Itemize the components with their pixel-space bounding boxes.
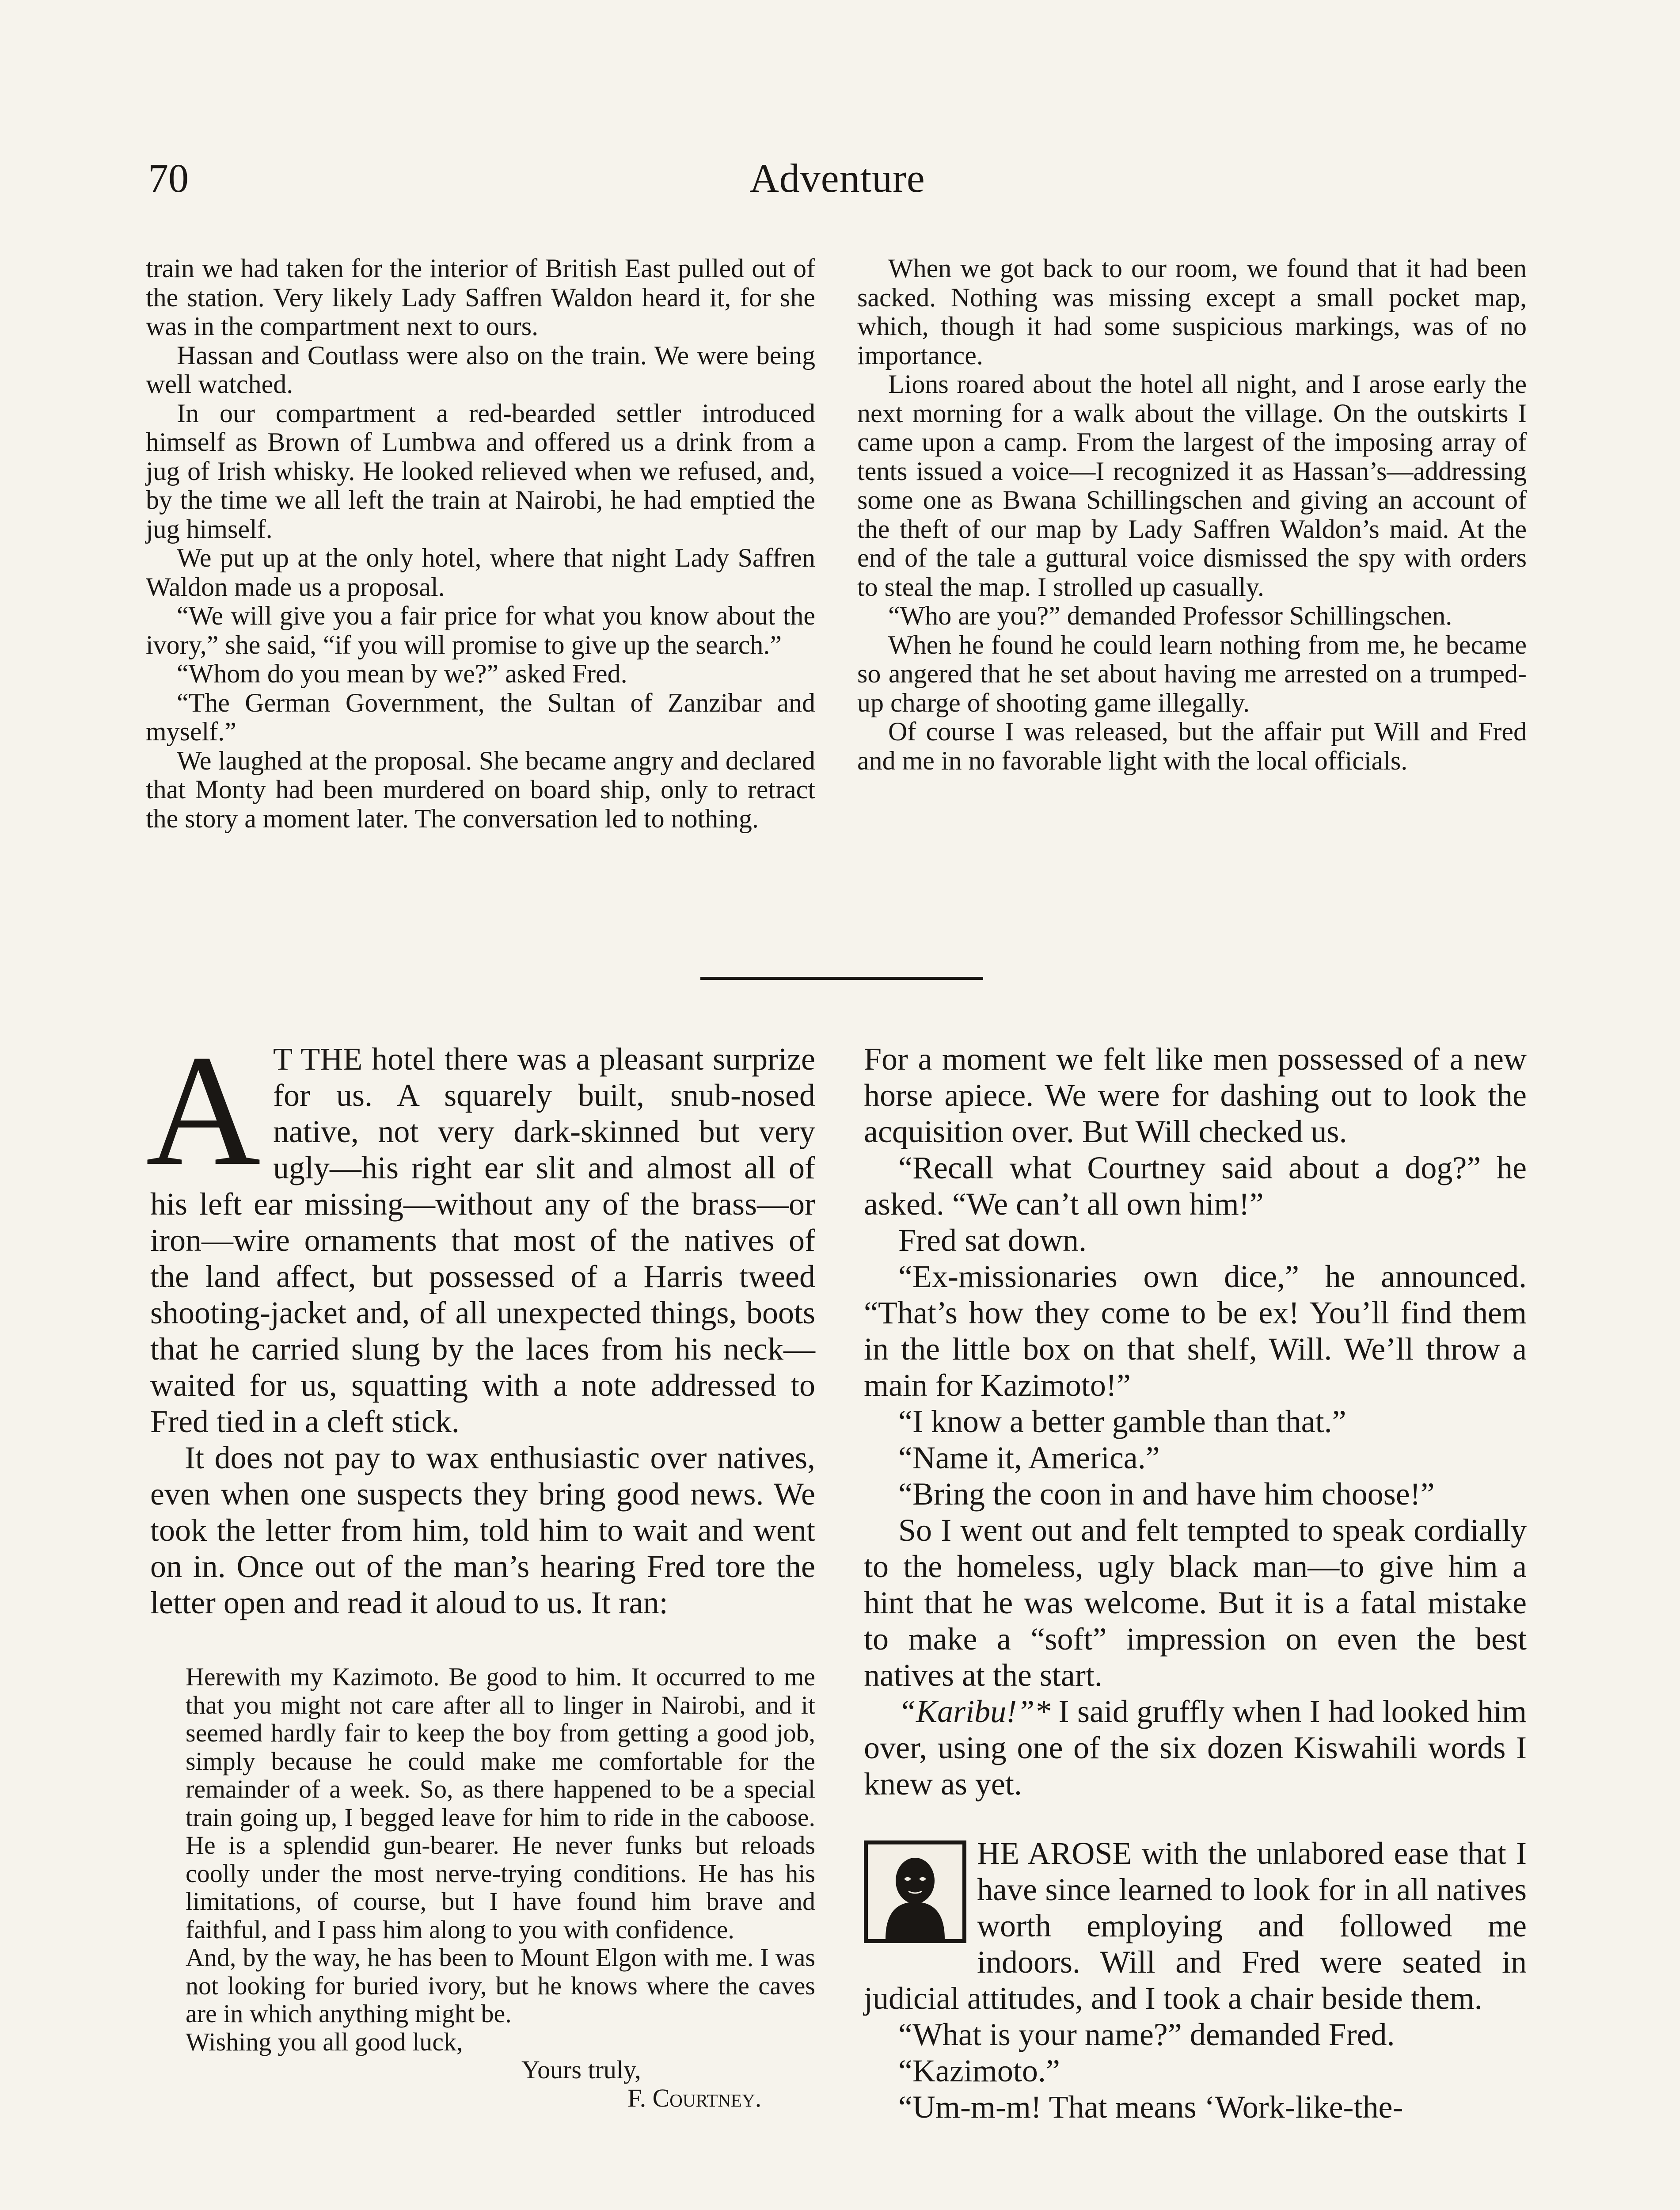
paragraph: For a moment we felt like men possessed of a new horse apiece. We were for dashing out to look the acquisition over. But Will checked us.: [864, 1041, 1527, 1149]
letter-signature: F. Courtney.: [627, 2083, 762, 2112]
paragraph: Fred sat down.: [898, 1223, 1087, 1258]
paragraph: train we had taken for the interior of British East pulled out of the station. Very likely Lady Saffren Waldon heard it, for she was in the compartment next to ours.: [146, 254, 815, 341]
paragraph: “Whom do you mean by we?” asked Fred.: [177, 659, 627, 688]
quoted-letter: [150, 1663, 815, 2112]
portrait-initial-t-icon: [864, 1840, 966, 1943]
letter-postscript: And, by the way, he has been to Mount Elgon with me. I was not looking for buried ivory, but he knows where the caves are in which anything might be.: [186, 1943, 815, 2028]
column-bottom-left: [146, 1022, 816, 2112]
paragraph: We laughed at the proposal. She became angry and declared that Monty had been murdered on board ship, only to retract the story a moment later. The conversation led to nothing.: [146, 746, 815, 833]
opening-paragraph: [146, 1022, 816, 1440]
page-number: 70: [148, 156, 189, 201]
paragraph: [864, 1693, 1527, 1802]
paragraph: Lions roared about the hotel all night, and I arose early the next morning for a walk about the village. On the outskirts I came upon a camp. From the largest of the imposing array of tents issued a voice—I recognized it as Hassan’s—addressing some one as Bwana Schillingschen and giving an account of the theft of our map by Lady Saffren Waldon’s maid. At the end of the tale a guttural voice dismissed the spy with orders to steal the map. I strolled up casually.: [857, 370, 1527, 602]
column-bottom-right: [864, 1041, 1527, 2125]
dialogue-line: “What is your name?” demanded Fred.: [898, 2017, 1395, 2052]
paragraph: Of course I was released, but the affair put Will and Fred and me in no favorable light with the local officials.: [857, 717, 1527, 775]
letter-body: Herewith my Kazimoto. Be good to him. It occurred to me that you might not care after all to linger in Nairobi, and it seemed hardly fair to keep the boy from getting a good job, simply because he could make me comfortable for the remainder of a week. So, as there happened to be a special train going up, I begged leave for him to ride in the caboose. He is a splendid gun-bearer. He never funks but reloads coolly under the most nerve-trying conditions. He has his limitations, of course, but I have found him brave and faithful, and I pass him along to you with confidence.: [186, 1662, 815, 1944]
paragraph: “Recall what Courtney said about a dog?” he asked. “We can’t all own him!”: [864, 1150, 1527, 1222]
paragraph: “Ex-missionaries own dice,” he announced. “That’s how they come to be ex! You’ll find them in the little box on that shelf, Will. We’ll throw a main for Kazimoto!”: [864, 1259, 1527, 1403]
paragraph: “Name it, America.”: [898, 1440, 1160, 1475]
native-portrait-icon: [868, 1844, 962, 1939]
paragraph: Hassan and Coutlass were also on the train. We were being well watched.: [146, 340, 815, 399]
letter-closing: Wishing you all good luck,: [186, 2027, 463, 2056]
letter-valediction: Yours truly,: [521, 2055, 641, 2084]
section-opening-paragraph: [864, 1835, 1527, 2016]
paragraph: “Bring the coon in and have him choose!”: [898, 1476, 1435, 1512]
opening-smallcaps: T THE: [273, 1041, 363, 1077]
opening-text: hotel there was a pleasant surprize for us. A squarely built, snub-nosed native, not very dark-skinned but very ugly—his right ear slit and almost all of his left ear missing—without any of the brass—or iron—wire ornaments that most of the natives of the land affect, but possessed of a Harris tweed shooting-jacket and, of all unexpected things, boots that he carried slung by the laces from his neck—waited for us, squatting with a note addressed to Fred tied in a cleft stick.: [150, 1041, 816, 1439]
running-title: Adventure: [749, 156, 925, 201]
section-divider: [700, 977, 983, 980]
paragraph: We put up at the only hotel, where that night Lady Saffren Waldon made us a proposal.: [146, 543, 815, 602]
karibu-rest: I said gruffly when I had looked him over, using one of the six dozen Kiswahili words I knew as yet.: [864, 1694, 1527, 1802]
paragraph: In our compartment a red-bearded settler introduced himself as Brown of Lumbwa and offered us a drink from a jug of Irish whisky. He looked relieved when we refused, and, by the time we all left the train at Nairobi, he had emptied the jug himself.: [146, 398, 815, 544]
section-opening-smallcaps: HE AROSE: [977, 1836, 1132, 1871]
drop-cap: A: [146, 1022, 261, 1198]
paragraph: “Who are you?” demanded Professor Schillingschen.: [888, 601, 1452, 630]
dialogue-line: “Um-m-m! That means ‘Work-like-the-: [898, 2089, 1403, 2125]
section-opening-text: with the unlabored ease that I have since learned to look for in all natives worth employing and followed me indoors. Will and Fred were seated in judicial attitudes, and I took a chair beside them.: [864, 1836, 1527, 2016]
column-top-right: [857, 254, 1527, 775]
paragraph: “I know a better gamble than that.”: [898, 1404, 1346, 1439]
paragraph: It does not pay to wax enthusiastic over natives, even when one suspects they bring good news. We took the letter from him, told him to wait and went on in. Once out of the man’s hearing Fred tore the letter open and read it aloud to us. It ran:: [150, 1440, 815, 1620]
paragraph: “We will give you a fair price for what you know about the ivory,” she said, “if you will promise to give up the search.”: [146, 601, 815, 659]
column-top-left: [146, 254, 815, 833]
paragraph: When we got back to our room, we found that it had been sacked. Nothing was missing except a small pocket map, which, though it had some suspicious markings, was of no importance.: [857, 254, 1527, 370]
page-header: [148, 155, 1527, 217]
paragraph: So I went out and felt tempted to speak cordially to the homeless, ugly black man—to give him a hint that he was welcome. But it is a fatal mistake to make a “soft” impression on even the best natives at the start.: [864, 1513, 1527, 1693]
dialogue-line: “Kazimoto.”: [898, 2053, 1060, 2088]
karibu-word: “Karibu!”*: [898, 1694, 1051, 1729]
paragraph: When he found he could learn nothing from me, he became so angered that he set about having me arrested on a trumped-up charge of shooting game illegally.: [857, 630, 1527, 717]
paragraph: “The German Government, the Sultan of Zanzibar and myself.”: [146, 688, 815, 746]
